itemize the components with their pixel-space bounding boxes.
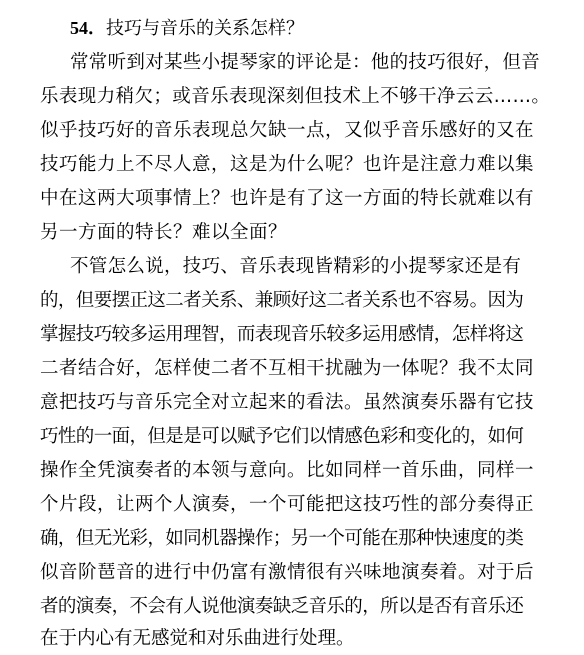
section-title: 技巧与音乐的关系怎样？	[106, 18, 304, 39]
paragraph-2-line-11: 者的演奏，不会有人说他演奏缺乏音乐的，所以是否有音乐还	[40, 596, 524, 617]
paragraph-2-line-7: 操作全凭演奏者的本领与意向。比如同样一首乐曲，同样一	[40, 460, 535, 481]
paragraph-1-line-5: 中在这两大项事情上？也许是有了这一方面的特长就难以有	[40, 188, 535, 209]
paragraph-2-line-12: 在于内心有无感觉和对乐曲进行处理。	[40, 628, 355, 649]
paragraph-2-line-1: 不管怎么说，技巧、音乐表现皆精彩的小提琴家还是有	[70, 256, 522, 277]
paragraph-2-line-3: 掌握技巧较多运用理智，而表现音乐较多运用感情，怎样将这	[40, 324, 524, 345]
paragraph-2-line-9: 确，但无光彩，如同机器操作；另一个可能在那种快速度的类	[40, 528, 524, 549]
paragraph-1-line-2: 乐表现力稍欠；或音乐表现深刻但技术上不够干净云云……。	[40, 86, 551, 107]
paragraph-1-line-6: 另一方面的特长？难以全面？	[40, 222, 288, 243]
paragraph-2-line-2: 的，但要摆正这二者关系、兼顾好这二者关系也不容易。因为	[40, 290, 524, 311]
paragraph-2-line-10: 似音阶琶音的进行中仍富有激情很有兴味地演奏着。对于后	[40, 562, 535, 583]
paragraph-1-line-4: 技巧能力上不尽人意，这是为什么呢？也许是注意力难以集	[40, 154, 535, 175]
paragraph-2-line-6: 巧性的一面，但是是可以赋予它们以情感色彩和变化的，如何	[40, 426, 524, 447]
paragraph-1-line-1: 常常听到对某些小提琴家的评论是：他的技巧很好，但音	[70, 52, 541, 73]
paragraph-2-line-4: 二者结合好，怎样使二者不互相干扰融为一体呢？我不太同	[40, 358, 535, 379]
section-number: 54．	[70, 18, 106, 38]
section-heading	[70, 12, 304, 45]
paragraph-1-line-3: 似乎技巧好的音乐表现总欠缺一点，又似乎音乐感好的又在	[40, 120, 535, 141]
paragraph-2-line-5: 意把技巧与音乐完全对立起来的看法。虽然演奏乐器有它技	[40, 392, 535, 413]
paragraph-2-line-8: 个片段，让两个人演奏，一个可能把这技巧性的部分奏得正	[40, 494, 535, 515]
